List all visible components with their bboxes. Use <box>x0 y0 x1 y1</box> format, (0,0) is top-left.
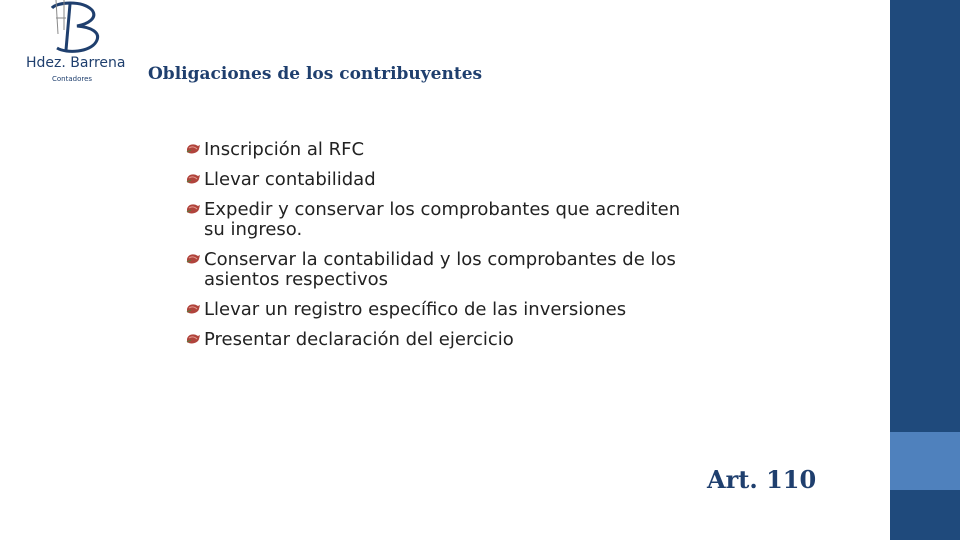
list-item <box>186 200 706 240</box>
list-item-text: Llevar contabilidad <box>204 169 376 190</box>
list-item-text: Presentar declaración del ejercicio <box>204 329 514 350</box>
rose-bullet-icon <box>186 333 201 345</box>
obligations-list <box>186 140 706 360</box>
list-item-text: Llevar un registro específico de las inversiones <box>204 299 627 320</box>
company-logo <box>22 0 132 100</box>
logo-subtitle: Contadores <box>52 75 93 83</box>
list-item <box>186 330 706 350</box>
list-item <box>186 170 706 190</box>
article-reference: Art. 110 <box>707 465 817 494</box>
logo-b-icon <box>22 0 132 60</box>
rose-bullet-icon <box>186 253 201 265</box>
slide-title: Obligaciones de los contribuyentes <box>148 64 483 84</box>
rose-bullet-icon <box>186 303 201 315</box>
rose-bullet-icon <box>186 173 201 185</box>
rose-bullet-icon <box>186 203 201 215</box>
list-item-text: Expedir y conservar los comprobantes que acrediten su ingreso. <box>204 199 681 240</box>
decorative-side-accent <box>890 432 960 490</box>
list-item <box>186 300 706 320</box>
list-item-text: Conservar la contabilidad y los comprobantes de los asientos respectivos <box>204 249 676 290</box>
list-item-text: Inscripción al RFC <box>204 139 365 160</box>
list-item <box>186 140 706 160</box>
logo-name: Hdez. Barrena <box>26 55 126 71</box>
list-item <box>186 250 706 290</box>
rose-bullet-icon <box>186 143 201 155</box>
